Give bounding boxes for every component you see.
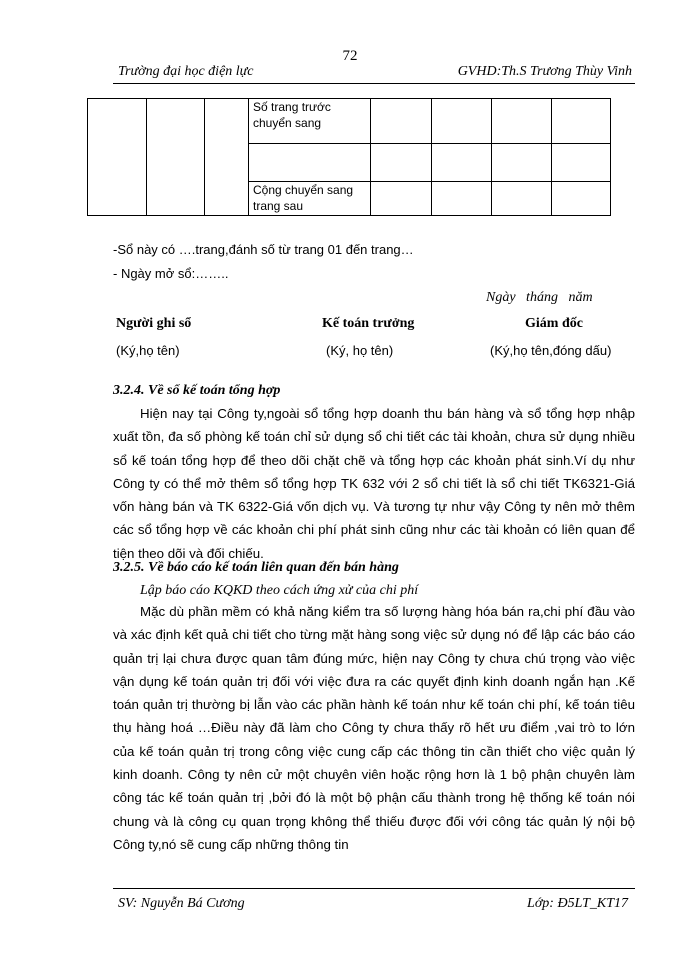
footer-rule bbox=[113, 888, 635, 889]
header-supervisor: GVHD:Th.S Trương Thùy Vinh bbox=[457, 64, 632, 79]
table-cell-blank bbox=[249, 144, 371, 182]
signature-note-chief-accountant: (Ký, họ tên) bbox=[326, 343, 394, 358]
ledger-table bbox=[87, 98, 611, 216]
note-pages: -Sổ này có ….trang,đánh số từ trang 01 đến trang… bbox=[113, 242, 414, 257]
signature-title-director: Giám đốc bbox=[525, 316, 583, 331]
page-number: 72 bbox=[342, 48, 358, 64]
section-325-paragraph: Mặc dù phần mềm có khả năng kiểm tra số lượng hàng hóa bán ra,chi phí đầu vào và xác định kết quả chi tiết cho từng mặt hàng song việc sử dụng nó để lập các báo cáo quản trị lại chưa được quan tâm đúng mức, hiện nay Công ty chưa chú trọng vào việc vận dụng kế toán quản trị đối với việc đưa ra các quyết định kinh doanh ngắn hạn .Kế toán quản trị thường bị lẫn vào các phần hành kế toán như kế toán chi phí, kế toán tiêu thụ hàng hoá …Điều này đã làm cho Công ty chưa thấy rõ hết ưu điểm ,vai trò to lớn của kế toán quản trị trong công việc cung cấp các thông tin cần thiết cho việc quản lý kinh doanh. Công ty nên cử một chuyên viên hoặc rộng hơn là 1 bộ phận chuyên làm công tác kế toán quản trị ,bởi đó là một bộ phận cấu thành trong hệ thống kế toán nói chung và là công cụ quan trọng không thể thiếu được đối với công tác quản lý nội bộ Công ty,nó sẽ cung cấp những thông tin bbox=[113, 604, 635, 852]
header-rule bbox=[113, 83, 635, 84]
section-324-paragraph: Hiện nay tại Công ty,ngoài sổ tổng hợp doanh thu bán hàng và sổ tổng hợp nhập xuất tồn, đa số phòng kế toán chỉ sử dụng sổ chi tiết các tài khoản, chưa sử dụng nhiều sổ kế toán tổng hợp để theo dõi chặt chẽ và tổng hợp các khoản phát sinh.Ví dụ như Công ty có thể mở thêm sổ tổng hợp TK 632 với 2 sổ chi tiết là sổ chi tiết TK6321-Giá vốn hàng bán và TK 6322-Giá vốn dịch vụ. Và tương tự như vậy Công ty nên mở thêm các sổ tổng hợp về các khoản chi phí phát sinh cũng như các tài khoản có liên quan để tiện theo dõi và đối chiếu. bbox=[113, 406, 635, 561]
footer-class: Lớp: Đ5LT_KT17 bbox=[527, 896, 628, 911]
table-row bbox=[88, 99, 611, 144]
signature-title-chief-accountant: Kế toán trưởng bbox=[322, 316, 415, 331]
footer-student: SV: Nguyễn Bá Cương bbox=[118, 896, 245, 911]
section-325-heading: 3.2.5. Về báo cáo kế toán liên quan đến bán hàng bbox=[113, 560, 399, 575]
header-school: Trường đại học điện lực bbox=[118, 64, 254, 79]
note-open-date: - Ngày mở sổ:…….. bbox=[113, 266, 229, 281]
signature-note-recorder: (Ký,họ tên) bbox=[116, 343, 180, 358]
table-cell-carried-forward: Số trang trước chuyển sang bbox=[249, 99, 371, 144]
date-line: Ngày tháng năm bbox=[486, 290, 593, 305]
table-cell-carry-over: Cộng chuyển sang trang sau bbox=[249, 182, 371, 216]
section-325-subheading: Lập báo cáo KQKD theo cách ứng xử của chi phí bbox=[140, 583, 419, 598]
signature-title-recorder: Người ghi sổ bbox=[116, 316, 192, 331]
signature-note-director: (Ký,họ tên,đóng dấu) bbox=[490, 343, 612, 358]
section-324-heading: 3.2.4. Về sổ kế toán tổng hợp bbox=[113, 383, 281, 398]
